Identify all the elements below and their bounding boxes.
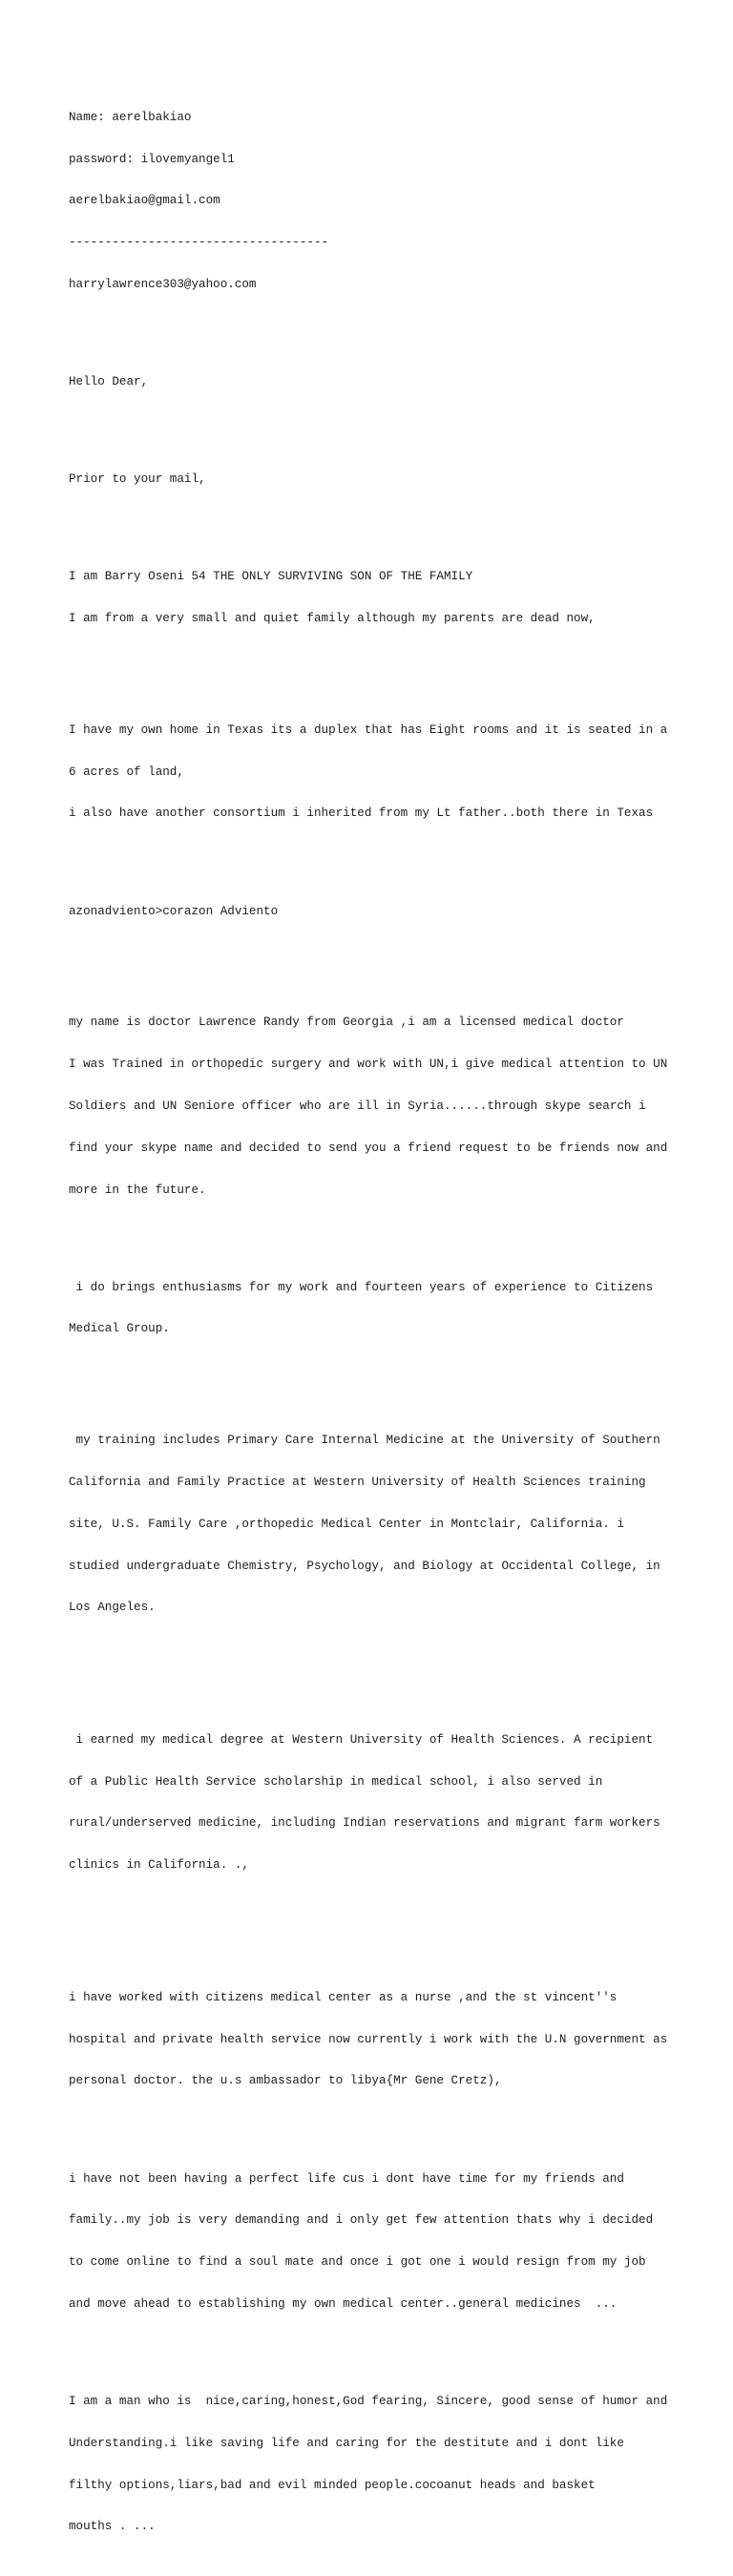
paragraph-line: filthy options,liars,bad and evil minded people.cocoanut heads and basket [69,2478,596,2492]
paragraph-line: to come online to find a soul mate and once i got one i would resign from my job [69,2255,646,2270]
letter-body [69,69,680,2576]
paragraph-line: hospital and private health service now currently i work with the U.N government as [69,2032,668,2046]
email-line: aerelbakiao@gmail.com [69,194,220,208]
paragraph-line: i also have another consortium i inherited from my Lt father..both there in Texas [69,806,654,821]
paragraph-line: California and Family Practice at Western University of Health Sciences training [69,1475,646,1489]
paragraph-line: studied undergraduate Chemistry, Psychology, and Biology at Occidental College, in [69,1559,660,1573]
name-line: Name: aerelbakiao [69,110,192,124]
paragraph-line: Los Angeles. [69,1601,156,1615]
paragraph-line: 6 acres of land, [69,764,184,779]
paragraph-line: Medical Group. [69,1322,170,1336]
paragraph-line: my training includes Primary Care Internal Medicine at the University of Southern [69,1434,660,1448]
paragraph-line: mouths . ... [69,2520,156,2534]
paragraph-line: i have worked with citizens medical center as a nurse ,and the st vincent''s [69,1990,618,2004]
paragraph-line: Soldiers and UN Seniore officer who are ill in Syria......through skype search i [69,1099,646,1113]
password-line: password: ilovemyangel1 [69,152,235,166]
paragraph-line: I was Trained in orthopedic surgery and work with UN,i give medical attention to UN [69,1058,668,1072]
paragraph-line: of a Public Health Service scholarship in medical school, i also served in [69,1774,603,1789]
paragraph-line: I am a man who is nice,caring,honest,God fearing, Sincere, good sense of humor and [69,2395,668,2408]
paragraph-line: site, U.S. Family Care ,orthopedic Medical Center in Montclair, California. i [69,1517,624,1531]
paragraph-line: i do brings enthusiasms for my work and fourteen years of experience to Citizens [69,1280,654,1294]
paragraph-line: I have my own home in Texas its a duplex that has Eight rooms and it is seated in a [69,723,668,737]
paragraph-line: my name is doctor Lawrence Randy from Georgia ,i am a licensed medical doctor [69,1016,624,1030]
paragraph-line: find your skype name and decided to send you a friend request to be friends now and [69,1141,668,1155]
paragraph-line: clinics in California. ., [69,1858,249,1873]
paragraph-line: I am Barry Oseni 54 THE ONLY SURVIVING SON OF THE FAMILY [69,570,473,584]
divider-line: ------------------------------------ [69,236,329,250]
paragraph-line: I am from a very small and quiet family although my parents are dead now, [69,612,596,626]
paragraph-line: rural/underserved medicine, including Indian reservations and migrant farm workers [69,1816,660,1831]
paragraph-line: i have not been having a perfect life cus i dont have time for my friends and [69,2171,624,2186]
paragraph-line: more in the future. [69,1183,206,1197]
intro-line: Prior to your mail, [69,472,206,487]
paragraph-line: i earned my medical degree at Western University of Health Sciences. A recipient [69,1732,654,1747]
paragraph-line: azonadviento>corazon Adviento [69,904,279,918]
greeting: Hello Dear, [69,375,149,389]
paragraph-line: personal doctor. the u.s ambassador to libya{Mr Gene Cretz), [69,2074,502,2088]
paragraph-line: family..my job is very demanding and i only get few attention thats why i decided [69,2213,654,2228]
contact-email-line: harrylawrence303@yahoo.com [69,277,257,291]
paragraph-line: Understanding.i like saving life and caring for the destitute and i dont like [69,2436,624,2450]
paragraph-line: and move ahead to establishing my own medical center..general medicines ... [69,2296,618,2311]
